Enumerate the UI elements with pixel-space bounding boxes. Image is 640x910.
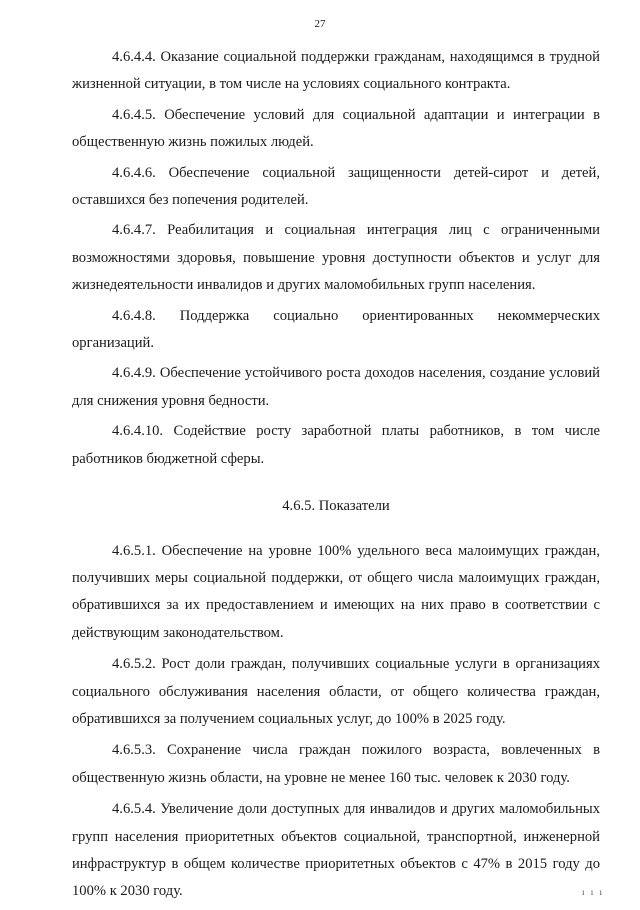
paragraph-4-6-4-4: 4.6.4.4. Оказание социальной поддержки гражданам, находящимся в трудной жизненной ситуации, в том числе на условиях социального контракта. [72,49,600,93]
paragraph-4-6-4-10: 4.6.4.10. Содействие росту заработной платы работников, в том числе работников бюджетной сферы. [72,423,600,467]
paragraph-4-6-4-5: 4.6.4.5. Обеспечение условий для социальной адаптации и интеграции в общественную жизнь пожилых людей. [72,106,600,151]
paragraph-4-6-4-8: 4.6.4.8. Поддержка социально ориентированных некоммерческих организаций. [72,307,600,352]
paragraph-4-6-5-2: 4.6.5.2. Рост доли граждан, получивших социальные услуги в организациях социального обслуживания населения области, от общего количества граждан, обратившихся за получением социальных услуг, до 100% в 2025 году. [72,656,600,727]
paragraph-4-6-4-9: 4.6.4.9. Обеспечение устойчивого роста доходов населения, создание условий для снижения уровня бедности. [72,365,600,409]
paragraph-4-6-5-3: 4.6.5.3. Сохранение числа граждан пожилого возраста, вовлеченных в общественную жизнь области, на уровне не менее 160 тыс. человек к 2030 году. [72,742,600,786]
document-body [72,44,600,910]
paragraph-4-6-5-1: 4.6.5.1. Обеспечение на уровне 100% удельного веса малоимущих граждан, получивших меры социальной поддержки, от общего числа малоимущих граждан, обратившихся за их предоставлением и имеющих на них право в соответствии с действующим законодательством. [72,542,600,641]
paragraph-4-6-5-4: 4.6.5.4. Увеличение доли доступных для инвалидов и других маломобильных групп населения приоритетных объектов социальной, транспортной, инженерной инфраструктур в общем количестве приоритетных объектов с 47% в 2015 году до 100% к 2030 году. [72,801,600,900]
paragraph-4-6-4-6: 4.6.4.6. Обеспечение социальной защищенности детей-сирот и детей, оставшихся без попечения родителей. [72,164,600,209]
indicators-list [72,538,600,906]
page-number: 27 [314,18,326,30]
tasks-list [72,44,600,473]
paragraph-4-6-4-7: 4.6.4.7. Реабилитация и социальная интеграция лиц с ограниченными возможностями здоровья, повышение уровня доступности объектов и услуг для жизнедеятельности инвалидов и других маломобильных групп населения. [72,222,600,294]
corner-mark: ı ı ı [581,887,604,897]
section-heading: 4.6.5. Показатели [282,498,390,515]
